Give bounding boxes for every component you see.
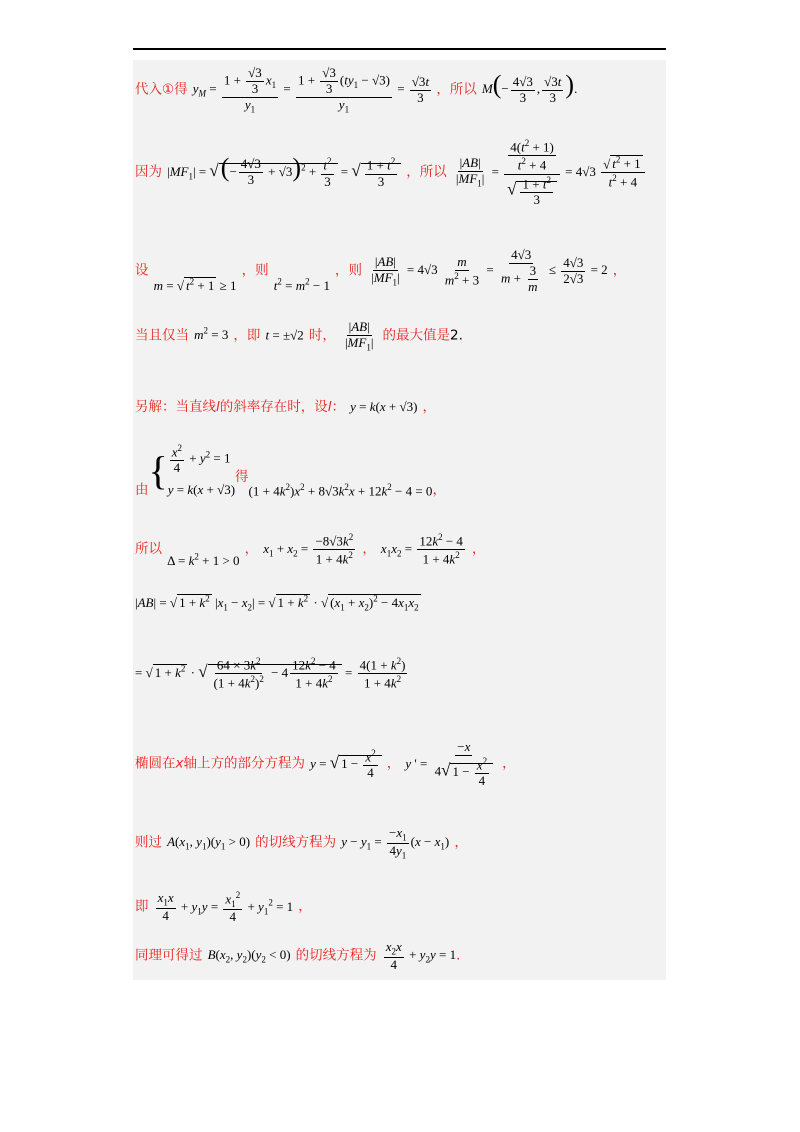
line-10: 椭圆在x轴上方的部分方程为 y = √ 1 − $\frac{x^2}{4}$ ， y ' = −x 4√ 1 − $\frac{x^2}{4}$ ， [135, 739, 516, 789]
line-4: 当且仅当 $m^2 = 3$ ，即 t = ±√2 时， $\frac{|AB|}{|MF_1|}$ 的最大值是2. [135, 319, 463, 353]
line-13: 同理可得过 $B(x_2$, $y_2)(y_2 < 0)$ 的切线方程为 $\frac{x_2x}{4}$ + $y_2y = 1$. [135, 939, 461, 972]
line-8: |AB| = √ $1 + k^2$ $|x_1 - x_2|$ = √ $1 + k^2$ · √ $(x_1 + x_2)^2 - 4x_1x_2$ [135, 593, 419, 613]
header-rule [133, 48, 666, 50]
line-12: 即 $\frac{x_1x}{4}$ + $y_1y$ = $\frac{x_1^2}{4}$ + $y_1^2 = 1$ ， [135, 890, 312, 925]
line-9: = √ $1 + k^2$ · √ $\frac{64 \times 3k^2}{(1 + 4k^2)^2}$ − 4 $\frac{12k^2 - 4}{1 + 4k^2}$ = $\frac{4(1 + k^2)}{1 + 4k^2}$ [135, 656, 406, 691]
line-1: 代入①得 $y_M$ = 1 + $\frac{√3}{3}$ $x_1$ $y_1$ = 1 + $\frac{√3}{3}$ $(ty_1 - √3)$ $y_1$ = $\frac{√3t}{3}$ ，所以 M(− $\frac{4√3}{3}$ , $\frac{√3t}{3}$ ). [135, 65, 578, 115]
line-2: 因为 $|MF_1|$ = √(− $\frac{4√3}{3}$ + √3)$^2$ + $\frac{t^2}{3}$ = √ $\frac{1 + t^2}{3}$ ，所以 $\frac{|AB|}{|MF_1|}$ = $\frac{4(t^2 + 1)}{t^2 + 4}$ √ $\frac{1 + t^2}{3}$ = 4√3 $\frac{√ t^2 + 1}{t^2 + 4}$ [135, 138, 647, 208]
line-6: 由 { $\frac{x^2}{4}$ + $y^2 = 1$ y = k(x + √3) 得 $(1 + 4k^2)x^2 + 8√3k^2x + 12k^2 - 4 = 0$ ， [135, 443, 446, 499]
line-7: 所以 $_{\Delta = k^2 + 1 > 0}$ ， $x_1 + x_2$ = $\frac{-8√3k^2}{1 + 4k^2}$ ， $x_1x_2$ = $\frac{12k^2 - 4}{1 + 4k^2}$ ， [135, 532, 486, 568]
line-5: 另解：当直线l的斜率存在时，设l： y = k(x + √3) ， [135, 399, 437, 415]
line-11: 则过 $A(x_1$, $y_1)(y_1 > 0)$ 的切线方程为 $y - y_1$ = $\frac{-x_1}{4y_1}$ $(x - x_1)$ ， [135, 825, 468, 861]
line-3: 设 $_{m = √ t^2 + 1 \ge 1}$ ，则 $_{t^2 = m^2 - 1}$ ，则 $\frac{|AB|}{|MF_1|}$ = 4√3 $\frac{m}{m^2 + 3}$ = 4√3 m + $\frac{3}{m}$ ≤ $\frac{4√3}{2√3}$ = 2 ， [135, 247, 627, 294]
